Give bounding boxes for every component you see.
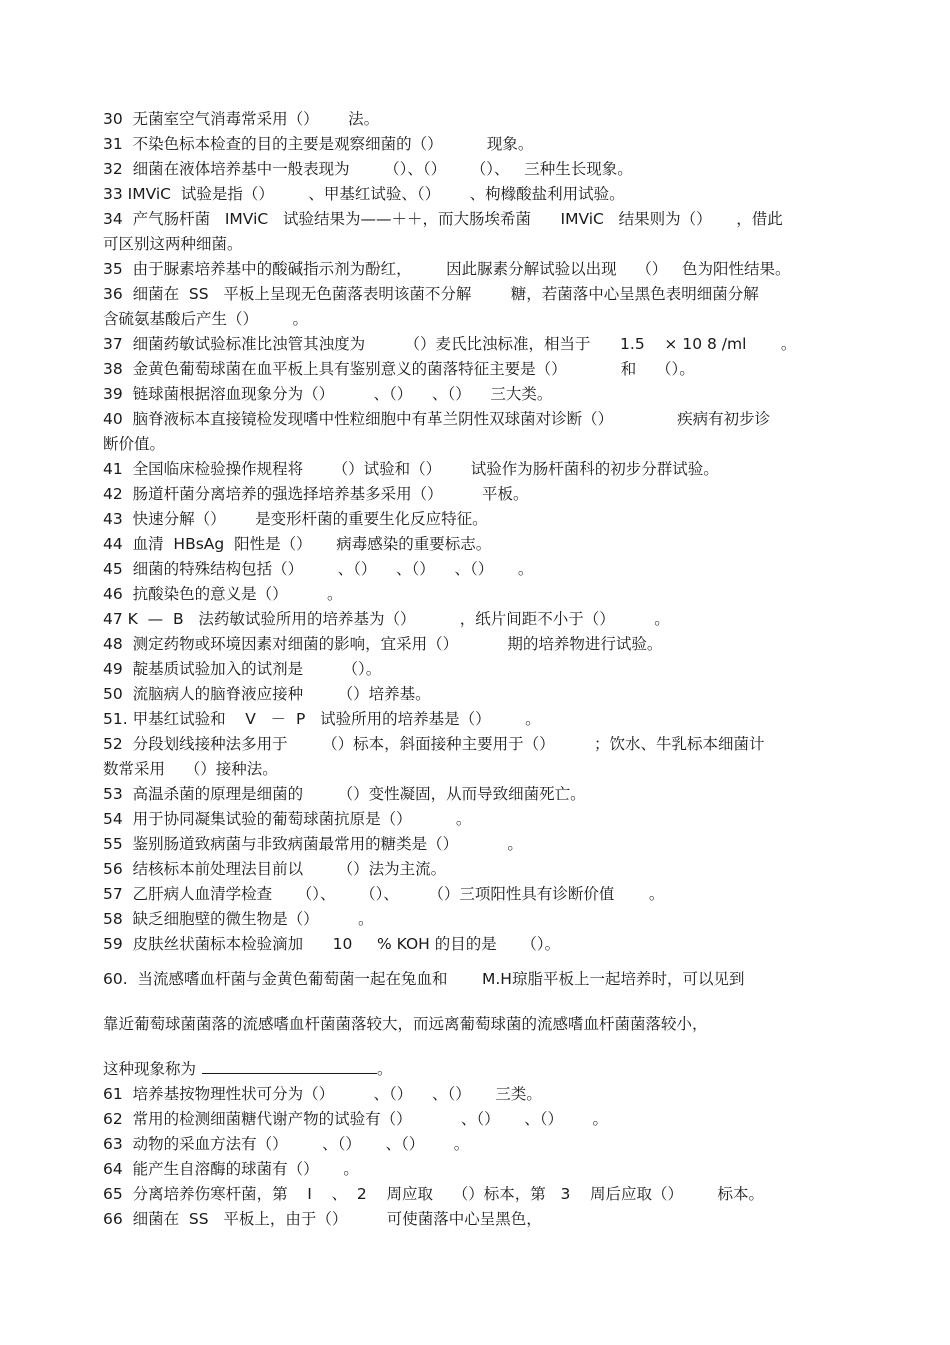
question-line: 59 皮肤丝状菌标本检验滴加 10 % KOH 的目的是 （）。 xyxy=(103,935,561,953)
question-60-line-3 xyxy=(103,1057,848,1082)
question-line: 47 K — B 法药敏试验所用的培养基为（） ，纸片间距不小于（） 。 xyxy=(103,610,670,628)
question-60-line-2: 靠近葡萄球菌菌落的流感嗜血杆菌菌落较大，而远离葡萄球菌的流感嗜血杆菌菌落较小， xyxy=(103,1015,708,1033)
question-line: 32 细菌在液体培养基中一般表现为 （）、（） （）、 三种生长现象。 xyxy=(103,160,633,178)
question-line: 57 乙肝病人血清学检查 （）、 （）、 （）三项阳性具有诊断价值 。 xyxy=(103,885,665,903)
question-line: 58 缺乏细胞壁的微生物是（） 。 xyxy=(103,910,374,928)
question-line: 56 结核标本前处理法目前以 （）法为主流。 xyxy=(103,860,447,878)
question-line: 65 分离培养伤寒杆菌，第 I 、 2 周应取 （）标本，第 3 周后应取（） 标本。 xyxy=(103,1185,765,1203)
question-line-continued: 数常采用 （）接种法。 xyxy=(103,760,278,778)
question-line: 37 细菌药敏试验标准比浊管其浊度为 （）麦氏比浊标准，相当于 1.5 × 10 8 /ml 。 xyxy=(103,335,797,353)
question-line: 41 全国临床检验操作规程将 （）试验和（） 试验作为肠杆菌科的初步分群试验。 xyxy=(103,460,719,478)
question-line: 44 血清 HBsAg 阳性是（） 病毒感染的重要标志。 xyxy=(103,535,492,553)
question-line: 34 产气肠杆菌 IMViC 试验结果为——＋＋，而大肠埃希菌 IMViC 结果则为（） ，借此 xyxy=(103,210,783,228)
question-line: 52 分段划线接种法多用于 （）标本，斜面接种主要用于（） ；饮水、牛乳标本细菌计 xyxy=(103,735,765,753)
question-line: 61 培养基按物理性状可分为（） 、（） 、（） 三类。 xyxy=(103,1085,542,1103)
question-line: 55 鉴别肠道致病菌与非致病菌最常用的糖类是（） 。 xyxy=(103,835,523,853)
question-line: 43 快速分解（） 是变形杆菌的重要生化反应特征。 xyxy=(103,510,488,528)
question-list xyxy=(103,107,848,1232)
question-line: 45 细菌的特殊结构包括（） 、（） 、（） 、（） 。 xyxy=(103,560,534,578)
question-line: 64 能产生自溶酶的球菌有（） 。 xyxy=(103,1160,359,1178)
question-line: 33 IMViC 试验是指（） 、甲基红试验、（） 、枸橼酸盐利用试验。 xyxy=(103,185,625,203)
answer-blank-underline xyxy=(202,1057,377,1074)
question-line: 66 细菌在 SS 平板上，由于（） 可使菌落中心呈黑色， xyxy=(103,1210,542,1228)
question-line: 46 抗酸染色的意义是（） 。 xyxy=(103,585,343,603)
question-line-continued: 可区别这两种细菌。 xyxy=(103,235,243,253)
question-line: 36 细菌在 SS 平板上呈现无色菌落表明该菌不分解 糖，若菌落中心呈黑色表明细菌分解 xyxy=(103,285,759,303)
question-line-continued: 含硫氨基酸后产生（） 。 xyxy=(103,310,308,328)
question-60-suffix: 。 xyxy=(377,1060,393,1078)
question-line: 31 不染色标本检查的目的主要是观察细菌的（） 现象。 xyxy=(103,135,534,153)
question-line: 38 金黄色葡萄球菌在血平板上具有鉴别意义的菌落特征主要是（） 和 （）。 xyxy=(103,360,695,378)
question-line: 53 高温杀菌的原理是细菌的 （）变性凝固，从而导致细菌死亡。 xyxy=(103,785,586,803)
question-60-prefix: 这种现象称为 xyxy=(103,1060,197,1078)
question-line: 35 由于脲素培养基中的酸碱指示剂为酚红， 因此脲素分解试验以出现 （） 色为阳性结果。 xyxy=(103,260,791,278)
question-line: 48 测定药物或环境因素对细菌的影响，宜采用（） 期的培养物进行试验。 xyxy=(103,635,663,653)
question-60-line-1: 60. 当流感嗜血杆菌与金黄色葡萄菌一起在兔血和 M.H琼脂平板上一起培养时，可以见到 xyxy=(103,970,745,988)
question-line: 40 脑脊液标本直接镜检发现嗜中性粒细胞中有革兰阴性双球菌对诊断（） 疾病有初步诊 xyxy=(103,410,771,428)
question-line: 49 靛基质试验加入的试剂是 （）。 xyxy=(103,660,382,678)
question-line: 30 无菌室空气消毒常采用（） 法。 xyxy=(103,110,380,128)
question-line: 39 链球菌根据溶血现象分为（） 、（） 、（） 三大类。 xyxy=(103,385,553,403)
question-line: 63 动物的采血方法有（） 、（） 、（） 。 xyxy=(103,1135,470,1153)
question-line-continued: 断价值。 xyxy=(103,435,166,453)
question-line: 54 用于协同凝集试验的葡萄球菌抗原是（） 。 xyxy=(103,810,472,828)
question-line: 42 肠道杆菌分离培养的强选择培养基多采用（） 平板。 xyxy=(103,485,529,503)
question-line: 62 常用的检测细菌糖代谢产物的试验有（） 、（） 、（） 。 xyxy=(103,1110,609,1128)
question-line: 51. 甲基红试验和 V － P 试验所用的培养基是（） 。 xyxy=(103,710,541,728)
question-line: 50 流脑病人的脑脊液应接种 （）培养基。 xyxy=(103,685,431,703)
